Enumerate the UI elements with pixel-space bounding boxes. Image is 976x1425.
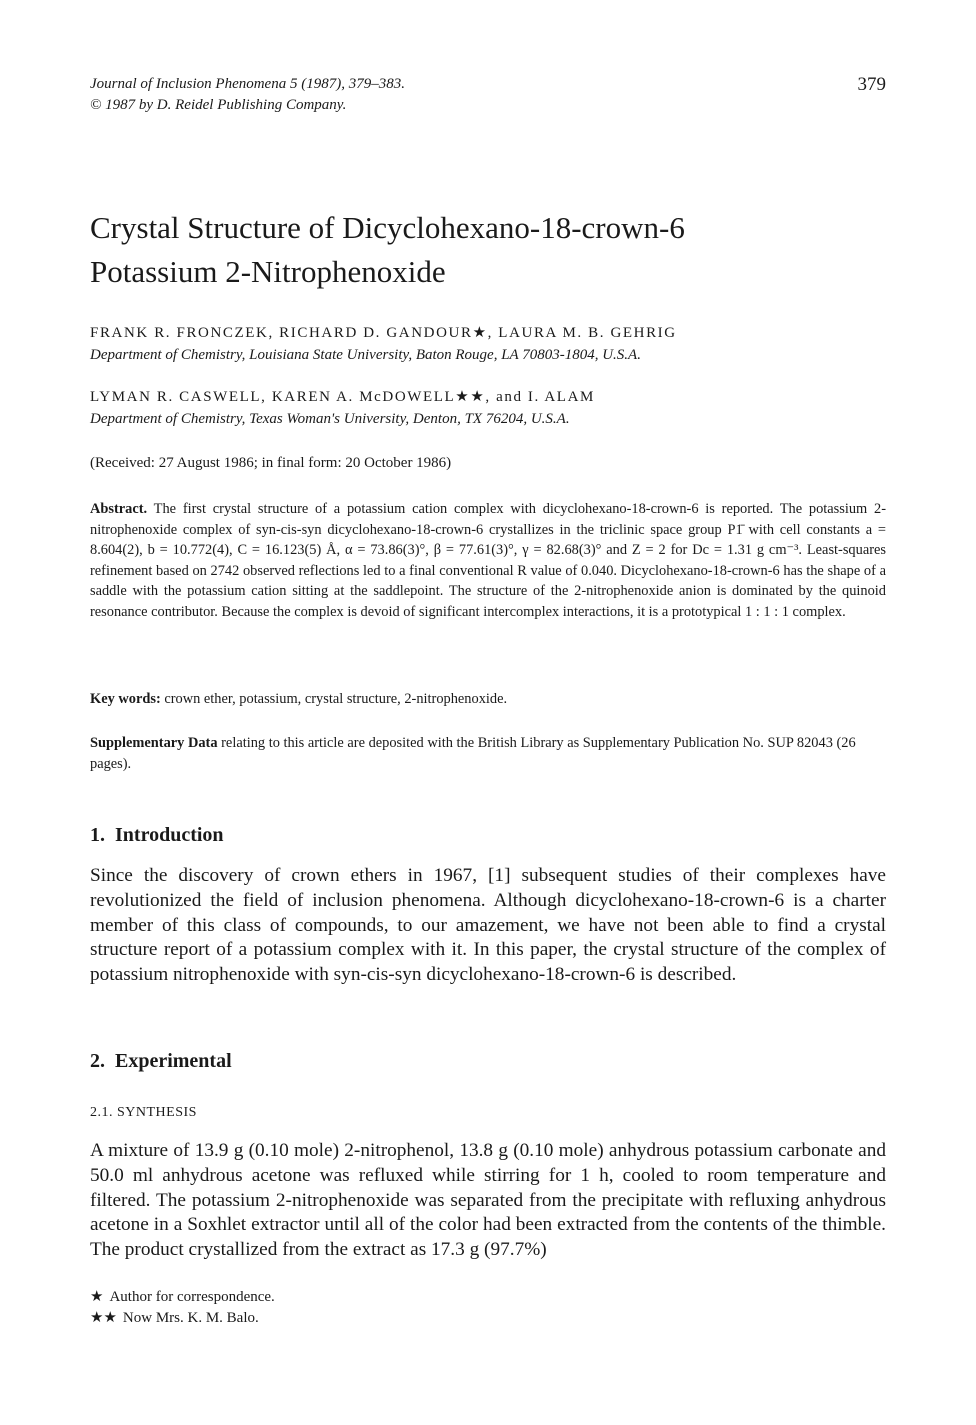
affiliation-2: Department of Chemistry, Texas Woman's University, Denton, TX 76204, U.S.A. bbox=[90, 411, 570, 427]
abstract-label: Abstract. bbox=[90, 501, 148, 517]
keywords-label: Key words: bbox=[90, 691, 161, 707]
section-number: 2. bbox=[90, 1050, 105, 1072]
paper-title bbox=[90, 206, 886, 294]
section-heading-experimental bbox=[90, 1050, 232, 1073]
keywords-text: crown ether, potassium, crystal structure, 2-nitrophenoxide. bbox=[164, 691, 508, 707]
copyright-line: © 1987 by D. Reidel Publishing Company. bbox=[90, 97, 347, 113]
running-header bbox=[90, 74, 886, 116]
section-heading-introduction bbox=[90, 824, 224, 847]
supplementary-data bbox=[90, 733, 886, 774]
author-group-2: LYMAN R. CASWELL, KAREN A. McDOWELL★★, and I. ALAM bbox=[90, 389, 595, 405]
journal-citation: Journal of Inclusion Phenomena 5 (1987), 379–383. bbox=[90, 76, 405, 92]
section-title: Introduction bbox=[115, 824, 224, 846]
received-dates: (Received: 27 August 1986; in final form: 20 October 1986) bbox=[90, 455, 452, 471]
synthesis-paragraph: A mixture of 13.9 g (0.10 mole) 2-nitrophenol, 13.8 g (0.10 mole) anhydrous potassium carbonate and 50.0 ml anhydrous acetone was refluxed while stirring for 1 h, cooled to room temperature and filtered. The potassium 2-nitrophenoxide was separated from the precipitate with refluxing anhydrous acetone in a Soxhlet extractor until all of the color had been extracted from the contents of the thimble. The product crystallized from the extract as 17.3 g (97.7%) bbox=[90, 1140, 886, 1261]
footnote-text: Author for correspondence. bbox=[109, 1289, 275, 1305]
footnote-mark: ★★ bbox=[90, 1310, 117, 1326]
title-line-2: Potassium 2-Nitrophenoxide bbox=[90, 254, 446, 289]
keywords bbox=[90, 691, 886, 708]
footnote-mark: ★ bbox=[90, 1289, 104, 1305]
introduction-paragraph: Since the discovery of crown ethers in 1967, [1] subsequent studies of their complexes have revolutionized the field of inclusion phenomena. Although dicyclohexano-18-crown-6 is a charter member of this class of compounds, to our amazement, we have not been able to find a crystal structure report of a potassium complex with it. In this paper, the crystal structure of the complex of potassium nitrophenoxide with syn-cis-syn dicyclohexano-18-crown-6 is described. bbox=[90, 865, 886, 986]
subsection-heading-synthesis: 2.1. SYNTHESIS bbox=[90, 1105, 197, 1120]
abstract-text: The first crystal structure of a potassium cation complex with dicyclohexano-18-crown-6 is reported. The potassium 2-nitrophenoxide complex of syn-cis-syn dicyclohexano-18-crown-6 crystallizes in the triclinic space group P1̄ with cell constants a = 8.604(2), b = 10.772(4), C = 16.123(5) Å, α = 73.86(3)°, β = 77.61(3)°, γ = 82.68(3)° and Z = 2 for Dc = 1.31 g cm⁻³. Least-squares refinement based on 2742 observed reflections led to a final conventional R value of 0.040. Dicyclohexano-18-crown-6 has the shape of a saddle with the potassium cation sitting at the saddlepoint. The structure of the 2-nitrophenoxide anion is dominated by the quinoid resonance contributor. Because the complex is devoid of significant intercomplex interactions, it is a prototypical 1 : 1 : 1 complex. bbox=[90, 501, 886, 620]
section-title: Experimental bbox=[115, 1050, 232, 1072]
footnote-2 bbox=[90, 1308, 259, 1327]
abstract bbox=[90, 499, 886, 623]
supplementary-label: Supplementary Data bbox=[90, 735, 218, 751]
affiliation-1: Department of Chemistry, Louisiana State University, Baton Rouge, LA 70803-1804, U.S.A. bbox=[90, 347, 641, 363]
supplementary-text: relating to this article are deposited with the British Library as Supplementary Publication No. SUP 82043 (26 pages). bbox=[90, 735, 856, 772]
author-group-1: FRANK R. FRONCZEK, RICHARD D. GANDOUR★, LAURA M. B. GEHRIG bbox=[90, 325, 677, 341]
footnote-text: Now Mrs. K. M. Balo. bbox=[122, 1310, 259, 1326]
footnote-1 bbox=[90, 1287, 275, 1306]
section-number: 1. bbox=[90, 824, 105, 846]
title-line-1: Crystal Structure of Dicyclohexano-18-crown-6 bbox=[90, 210, 685, 245]
page-number: 379 bbox=[857, 74, 886, 95]
